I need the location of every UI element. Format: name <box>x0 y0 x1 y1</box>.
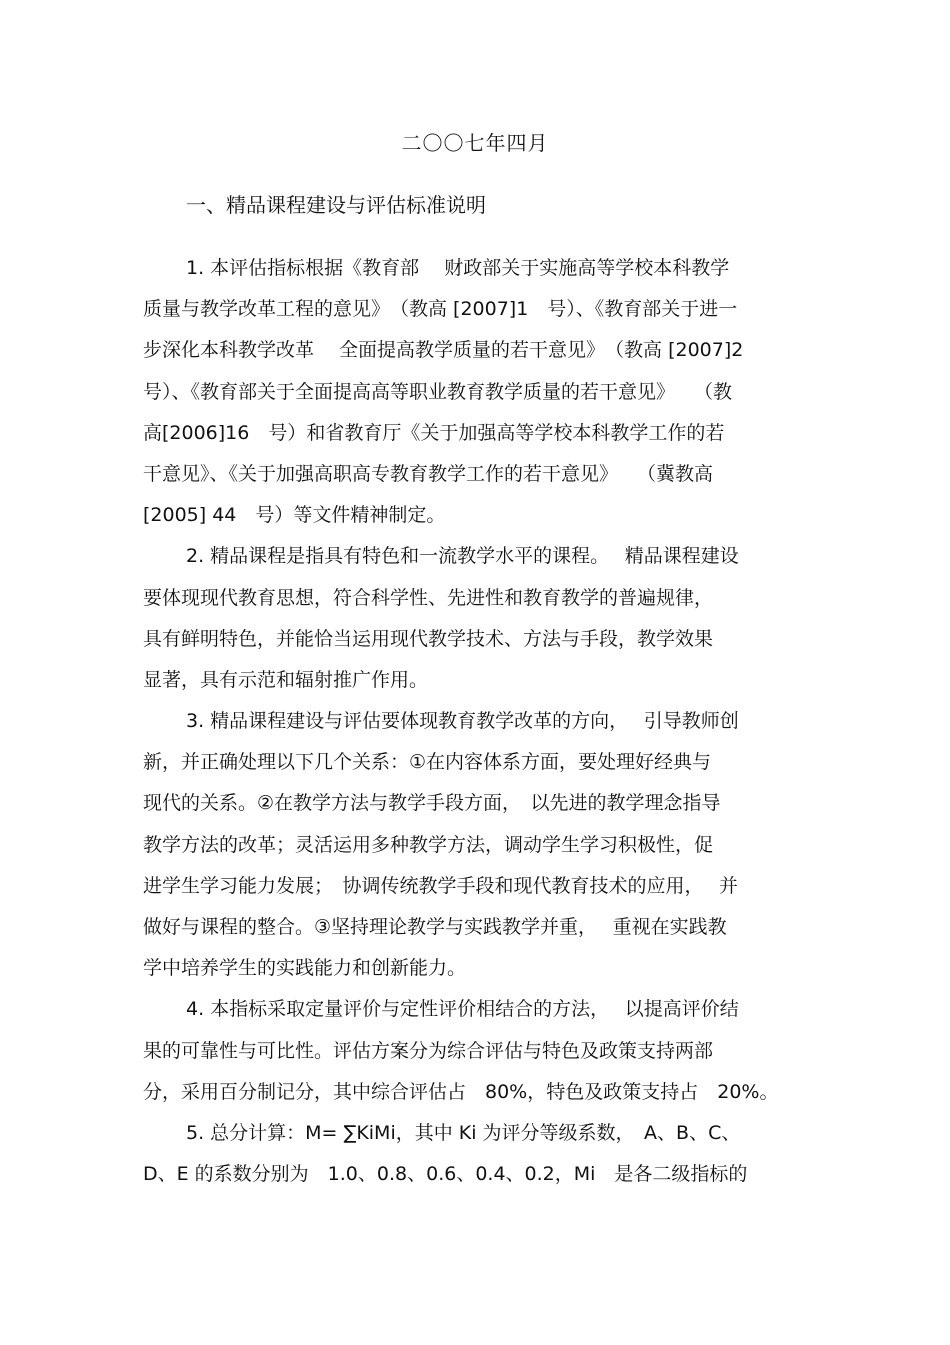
paragraph-line: 果的可靠性与可比性。评估方案分为综合评估与特色及政策支持两部 <box>143 1039 714 1062</box>
paragraph-line: 干意见》、《关于加强高职高专教育教学工作的若干意见》 （冀教高 <box>143 462 714 485</box>
paragraph-line: 分，采用百分制记分，其中综合评估占 80%，特色及政策支持占 20%。 <box>143 1080 779 1103</box>
paragraph-line: 显著，具有示范和辐射推广作用。 <box>143 668 429 691</box>
paragraph-line: 进学生学习能力发展； 协调传统教学手段和现代教育技术的应用， 并 <box>143 874 739 897</box>
paragraph-line: 质量与教学改革工程的意见》 （教高 [2007]1 号）、《教育部关于进一 <box>143 298 738 321</box>
paragraph-line: 4. 本指标采取定量评价与定性评价相结合的方法， 以提高评价结 <box>186 998 739 1021</box>
paragraph-line: 具有鲜明特色，并能恰当运用现代教学技术、方法与手段，教学效果 <box>143 627 714 650</box>
paragraph-line: 2. 精品课程是指具有特色和一流教学水平的课程。 精品课程建设 <box>186 545 739 568</box>
paragraph-1 <box>143 248 823 536</box>
document-body <box>143 248 823 1195</box>
paragraph-line: 现代的关系。②在教学方法与教学手段方面， 以先进的教学理念指导 <box>143 792 721 815</box>
document-date: 二〇〇七年四月 <box>401 131 549 155</box>
paragraph-line: 学中培养学生的实践能力和创新能力。 <box>143 957 467 980</box>
paragraph-line: 教学方法的改革；灵活运用多种教学方法，调动学生学习积极性，促 <box>143 833 714 856</box>
paragraph-line: 要体现现代教育思想，符合科学性、先进性和教育教学的普遍规律， <box>143 586 714 609</box>
paragraph-line: 1. 本评估指标根据《教育部 财政部关于实施高等学校本科教学 <box>186 257 730 279</box>
paragraph-4 <box>143 989 823 1113</box>
paragraph-5 <box>143 1113 823 1195</box>
paragraph-line: [2005] 44 号）等文件精神制定。 <box>143 504 446 527</box>
paragraph-line: 步深化本科教学改革 全面提高教学质量的若干意见》 （教高 [2007]2 <box>143 339 744 362</box>
section-heading: 一、精品课程建设与评估标准说明 <box>186 193 486 217</box>
paragraph-line: 5. 总分计算：M= ∑KiMi，其中 Ki 为评分等级系数， A、B、C、 <box>186 1121 741 1144</box>
paragraph-line: 做好与课程的整合。③坚持理论教学与实践教学并重， 重视在实践教 <box>143 916 727 938</box>
paragraph-line: 3. 精品课程建设与评估要体现教育教学改革的方向， 引导教师创 <box>186 710 739 733</box>
paragraph-line: 新，并正确处理以下几个关系：①在内容体系方面，要处理好经典与 <box>143 751 712 774</box>
paragraph-3 <box>143 701 823 989</box>
paragraph-line: 号）、《教育部关于全面提高高等职业教育教学质量的若干意见》 （教 <box>143 380 733 403</box>
paragraph-line: D、E 的系数分别为 1.0、0.8、0.6、0.4、0.2，Mi 是各二级指标的 <box>143 1163 748 1186</box>
paragraph-line: 高[2006]16 号）和省教育厅《关于加强高等学校本科教学工作的若 <box>143 421 725 444</box>
paragraph-2 <box>143 536 823 701</box>
